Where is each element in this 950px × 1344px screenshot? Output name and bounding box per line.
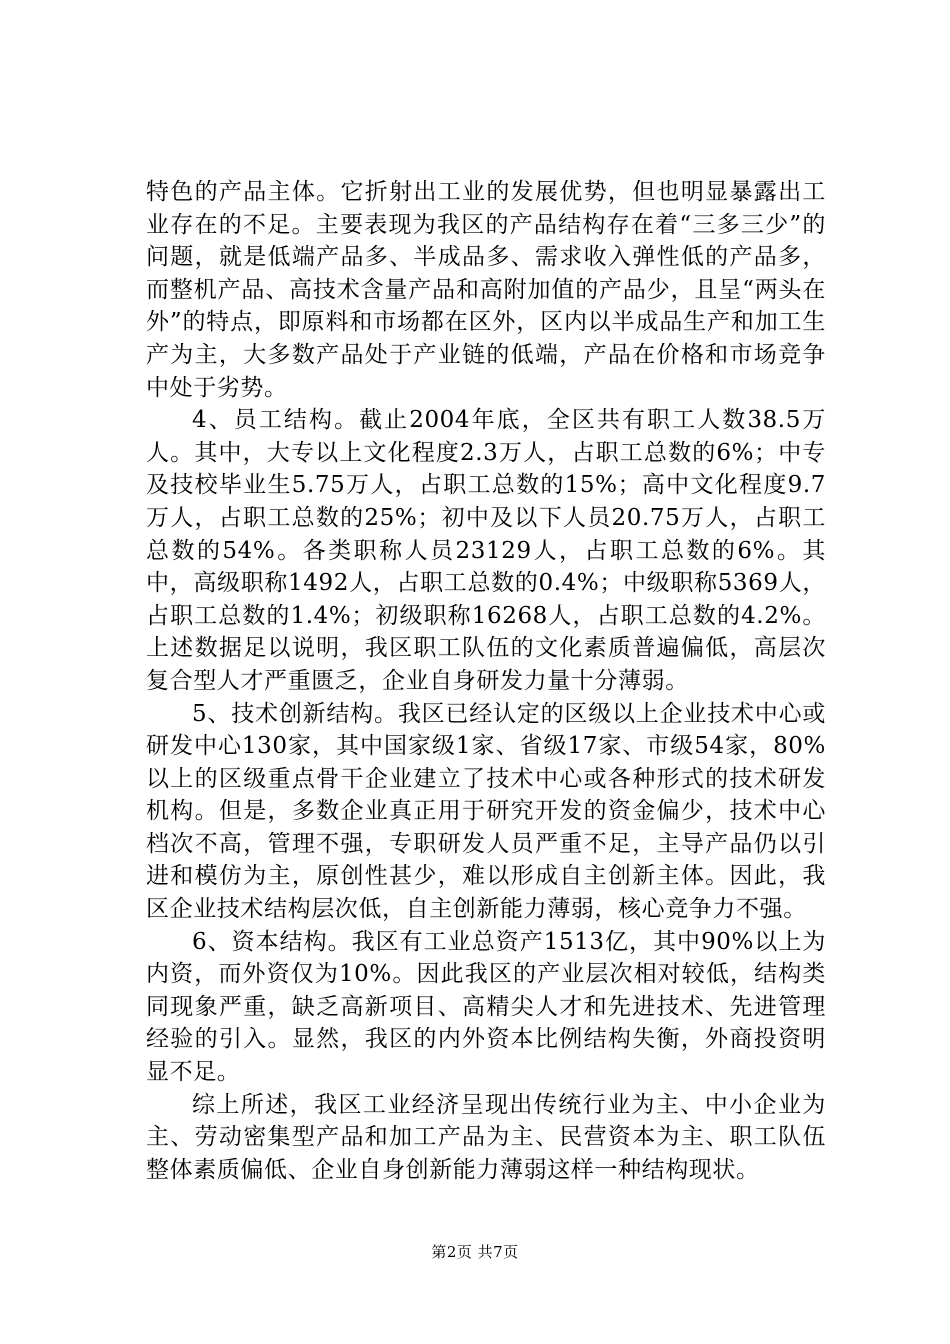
paragraph-tech-innovation-structure: 5、技术创新结构。我区已经认定的区级以上企业技术中心或研发中心130家，其中国家级1家、省级17家、市级54家，80%以上的区级重点骨干企业建立了技术中心或各种形式的技术研发机构。但是，多数企业真正用于研究开发的资金偏少，技术中心档次不高，管理不强，专职研发人员严重不足，主导产品仍以引进和模仿为主，原创性甚少，难以形成自主创新主体。因此，我区企业技术结构层次低，自主创新能力薄弱，核心竞争力不强。 — [146, 700, 826, 923]
paragraph-summary: 综上所述，我区工业经济呈现出传统行业为主、中小企业为主、劳动密集型产品和加工产品为主、民营资本为主、职工队伍整体素质偏低、企业自身创新能力薄弱这样一种结构现状。 — [146, 1091, 826, 1183]
page-number-footer: 第2页 共7页 — [431, 1243, 519, 1261]
paragraph-capital-structure: 6、资本结构。我区有工业总资产1513亿，其中90%以上为内资，而外资仅为10%。因此我区的产业层次相对较低，结构类同现象严重，缺乏高新项目、高精尖人才和先进技术、先进管理经验的引入。显然，我区的内外资本比例结构失衡，外商投资明显不足。 — [146, 928, 826, 1086]
document-body — [146, 176, 826, 1186]
paragraph-employee-structure: 4、员工结构。截止2004年底，全区共有职工人数38.5万人。其中，大专以上文化程度2.3万人，占职工总数的6%；中专及技校毕业生5.75万人，占职工总数的15%；高中文化程度9.7万人，占职工总数的25%；初中及以下人员20.75万人，占职工总数的54%。各类职称人员23129人，占职工总数的6%。其中，高级职称1492人，占职工总数的0.4%；中级职称5369人，占职工总数的1.4%；初级职称16268人，占职工总数的4.2%。上述数据足以说明，我区职工队伍的文化素质普遍偏低，高层次复合型人才严重匮乏，企业自身研发力量十分薄弱。 — [146, 407, 826, 694]
paragraph-product-structure-continued: 特色的产品主体。它折射出工业的发展优势，但也明显暴露出工业存在的不足。主要表现为我区的产品结构存在着“三多三少”的问题，就是低端产品多、半成品多、需求收入弹性低的产品多，而整机产品、高技术含量产品和高附加值的产品少，且呈“两头在外”的特点，即原料和市场都在区外，区内以半成品生产和加工生产为主，大多数产品处于产业链的低端，产品在价格和市场竞争中处于劣势。 — [146, 179, 826, 401]
